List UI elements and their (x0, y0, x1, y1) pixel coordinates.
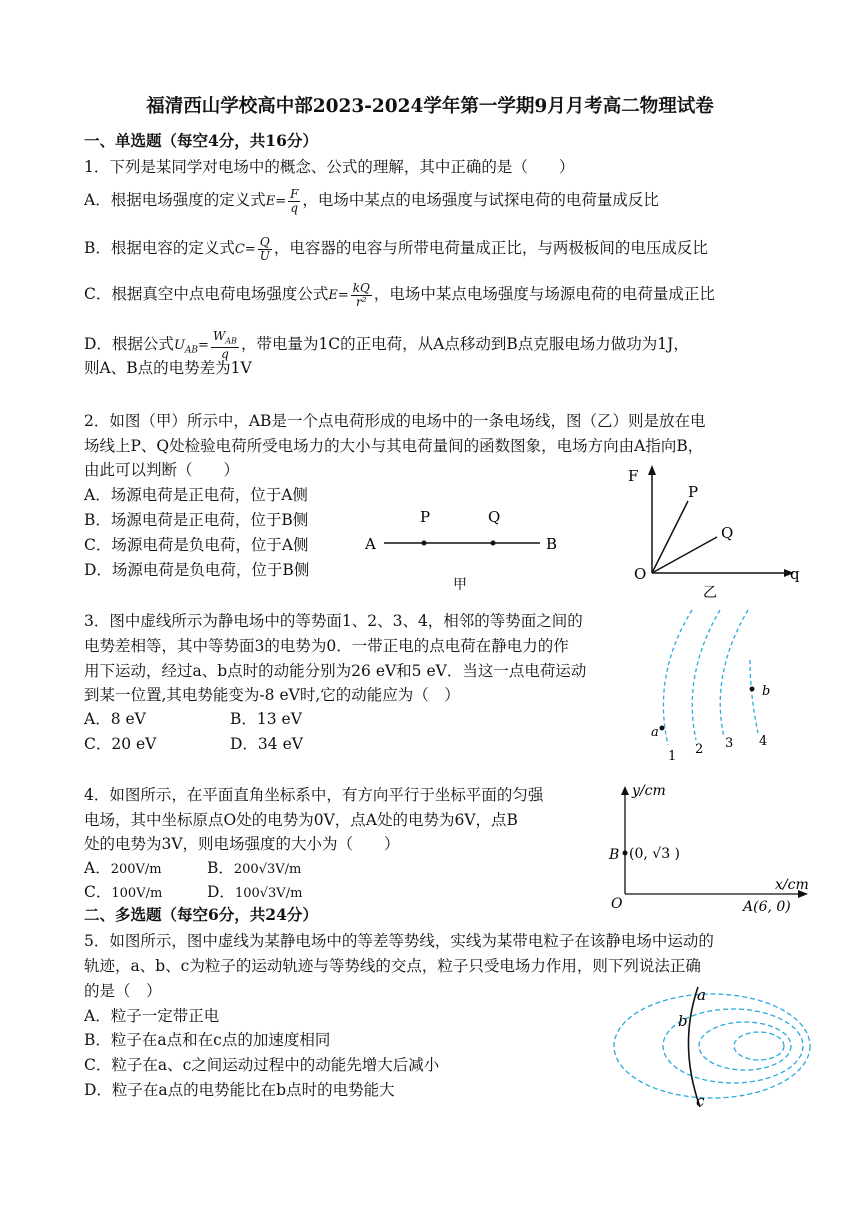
formula-e-kq-r2: E= $\frac{kQ}{\text{r²}}$ (328, 281, 370, 309)
caption-yi: 乙 (703, 585, 717, 601)
q4-option-d: D．100√3V/m (207, 883, 303, 901)
q3-line3: 用下运动，经过a、b点时的动能分别为26 eV和5 eV．当这一点电荷运动 (84, 662, 587, 680)
label-b: B (609, 847, 620, 863)
label-p: P (420, 508, 431, 526)
q5-line1: 5．如图所示，图中虚线为某静电场中的等差等势线，实线为某带电粒子在该静电场中运动的 (84, 932, 714, 950)
q4-option-b: B．200√3V/m (207, 859, 302, 877)
q3-line1: 3．图中虚线所示为静电场中的等势面1、2、3、4，相邻的等势面之间的 (84, 612, 583, 630)
q2-line2: 场线上P、Q处检验电荷所受电场力的大小与其电荷量间的函数图象，电场方向由A指向B， (84, 437, 704, 455)
label-4: 4 (759, 734, 768, 749)
section-single-choice: 一、单选题（每空4分，共16分） (84, 131, 318, 150)
q4-line1: 4．如图所示，在平面直角坐标系中，有方向平行于坐标平面的匀强 (84, 786, 544, 804)
formula-uab: $U_{AB}=$ $\frac{W_{AB}}{q}$ (173, 329, 237, 362)
q1-option-c: C．根据真空中点电荷电场强度公式E= $\frac{kQ}{\text{r²}}$ ，电场中某点电场强度与场源电荷的电荷量成正比 (84, 281, 715, 309)
section-multiple-choice: 二、多选题（每空6分，共24分） (84, 905, 318, 924)
q5-option-b: B．粒子在a点和在c点的加速度相同 (84, 1031, 331, 1049)
label-b: b (762, 684, 771, 699)
label-b: B (546, 535, 558, 553)
label-o: O (634, 565, 647, 583)
q1-option-b: B．根据电容的定义式C= $\frac{Q}{U}$ ，电容器的电容与所带电荷量成正比，与两极板间的电压成反比 (84, 235, 708, 263)
label-2: 2 (695, 742, 704, 757)
q5-option-a: A．粒子一定带正电 (84, 1007, 220, 1025)
q3-option-b: B．13 eV (230, 710, 302, 728)
arrow-up-icon (621, 786, 629, 795)
figure-equipotential (640, 605, 780, 765)
label-a: a (651, 725, 659, 740)
q1-option-d-line2: 则A、B点的电势差为1V (84, 359, 252, 377)
q5-line3: 的是（ ） (84, 982, 162, 1000)
label-a: A (365, 535, 376, 553)
q3-line4: 到某一位置,其电势能变为-8 eV时,它的动能应为（ ） (84, 686, 460, 704)
label-o: O (611, 896, 623, 912)
label-a: A(6, 0) (743, 899, 791, 913)
q1-option-d: D．根据公式$U_{AB}=$ $\frac{W_{AB}}{q}$ ，带电量为1C的正电荷，从A点移动到B点克服电场力做功为1J， (84, 329, 689, 362)
q4-option-a: A．200V/m (84, 859, 162, 877)
q1-stem: 1．下列是某同学对电场中的概念、公式的理解，其中正确的是（ ） (84, 158, 575, 176)
q3-line2: 电势差相等，其中等势面3的电势为0．一带正电的点电荷在静电力的作 (84, 637, 569, 655)
q4-line2: 电场，其中坐标原点O处的电势为0V，点A处的电势为6V，点B (84, 811, 518, 829)
q2-option-b: B．场源电荷是正电荷，位于B侧 (84, 511, 309, 529)
formula-c-q-u: C= $\frac{Q}{U}$ (234, 235, 270, 263)
label-c: c (696, 1092, 705, 1110)
label-q: Q (721, 524, 734, 542)
q2-option-a: A．场源电荷是正电荷，位于A侧 (84, 486, 308, 504)
caption-jia: 甲 (453, 577, 467, 593)
label-f: F (628, 467, 639, 485)
figure-trajectory (608, 985, 818, 1115)
label-q-axis: q (790, 565, 800, 583)
label-b-coord: (0, √3 ) (629, 846, 681, 862)
arrow-up-icon (648, 465, 656, 475)
y-axis-label: y/cm (632, 783, 666, 799)
x-axis-label: x/cm (775, 877, 809, 893)
q1-option-a: A．根据电场强度的定义式E= $\frac{F}{q}$ ，电场中某点的电场强度与试探电荷的电荷量成反比 (84, 187, 659, 215)
q2-line3: 由此可以判断（ ） (84, 461, 240, 479)
q2-line1: 2．如图（甲）所示中，AB是一个点电荷形成的电场中的一条电场线，图（乙）则是放在电 (84, 412, 706, 430)
figure-coordinate (605, 778, 820, 913)
q3-option-a: A．8 eV (84, 710, 146, 728)
q5-line2: 轨迹，a、b、c为粒子的运动轨迹与等势线的交点，粒子只受电场力作用，则下列说法正确 (84, 957, 701, 975)
q5-option-d: D．粒子在a点的电势能比在b点时的电势能大 (84, 1081, 395, 1099)
q3-option-c: C．20 eV (84, 735, 157, 753)
label-3: 3 (725, 736, 734, 751)
label-b: b (678, 1012, 688, 1030)
q2-option-d: D．场源电荷是负电荷，位于B侧 (84, 561, 310, 579)
q4-line3: 处的电势为3V，则电场强度的大小为（ ） (84, 835, 400, 853)
q3-option-d: D．34 eV (230, 735, 303, 753)
label-p: P (688, 483, 699, 501)
q5-option-c: C．粒子在a、c之间运动过程中的动能先增大后减小 (84, 1056, 440, 1074)
label-1: 1 (668, 749, 677, 764)
label-a: a (697, 986, 706, 1004)
page-title: 福清西山学校高中部2023-2024学年第一学期9月月考高二物理试卷 (146, 96, 714, 117)
figure-jia (360, 500, 580, 595)
q4-option-c: C．100V/m (84, 883, 163, 901)
label-q: Q (488, 508, 501, 526)
figure-yi (620, 463, 810, 603)
q2-option-c: C．场源电荷是负电荷，位于A侧 (84, 536, 309, 554)
formula-e-f-q: E= $\frac{F}{q}$ (265, 187, 299, 215)
